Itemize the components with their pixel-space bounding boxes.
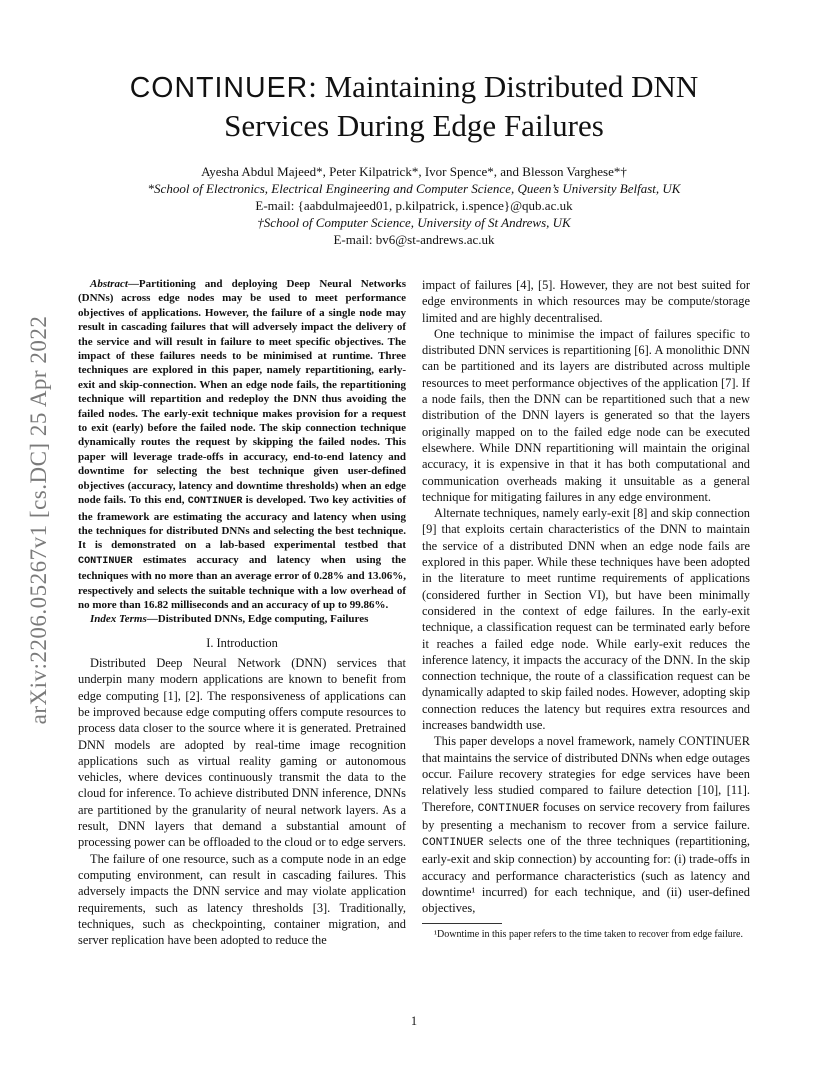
intro-paragraph-5: Alternate techniques, namely early-exit [8] and skip connection [9] that exploits certain characteristics of the DNN to maintain the service of a distributed DNN when an edge node fails are explored in this paper. While these techniques have been adopted in the literature to meet runtime requirements of applications (considered further in Section VI), but have been minimally considered in the context of edge failures. In the early-exit technique, a classification request can be terminated early before it reaches a failed edge node. While early-exit reduces the inference latency, it impacts the accuracy of the DNN. In the skip connection technique, the route of a classification request can be dynamically adapted to skip failed nodes. However, adopting skip connection reduces the latency but requires extra resources and increases bandwidth use. bbox=[422, 506, 750, 733]
title-line2: Services During Edge Failures bbox=[224, 108, 604, 143]
footnote-rule bbox=[422, 923, 502, 924]
arxiv-identifier: arXiv:2206.05267v1 [cs.DC] 25 Apr 2022 bbox=[26, 315, 51, 725]
index-terms: Index Terms—Distributed DNNs, Edge computing, Failures bbox=[90, 613, 369, 626]
arxiv-sidebar bbox=[26, 280, 52, 760]
paper-title bbox=[80, 68, 748, 145]
intro-paragraph-1: Distributed Deep Neural Network (DNN) services that underpin many modern applications are known to benefit from edge computing [1], [2]. The responsiveness of applications can be improved because edge computing offers compute resources to process data closer to the source where it is generated. Pretrained DNN models are adopted by real-time image recognition applications such as virtual reality gaming or autonomous vehicles, where devices continuously transmit the data to the cloud for inference. To achieve distributed DNN inference, DNNs are partitioned by the granularity of neural network layers. As a result, DNN layers that demand a substantial amount of processing power can be offloaded to the cloud or to edge servers. bbox=[78, 656, 407, 850]
affiliation-1: *School of Electronics, Electrical Engineering and Computer Science, Queen’s University Belfast, UK bbox=[147, 181, 681, 196]
email-2: E-mail: bv6@st-andrews.ac.uk bbox=[333, 232, 495, 247]
intro-paragraph-3: impact of failures [4], [5]. However, they are not best suited for edge environments in which resources may be compute/storage limited and are highly decentralised. bbox=[422, 278, 750, 325]
title-line1: : Maintaining Distributed DNN bbox=[308, 69, 699, 104]
intro-paragraph-2: The failure of one resource, such as a compute node in an edge computing environment, can result in cascading failures. This adversely impacts the DNN service and may violate application requirements, such as latency thresholds [3]. Traditionally, techniques, such as checkpointing, container migration, and server replication have been adopted to reduce the bbox=[78, 851, 406, 948]
abstract: Abstract—Partitioning and deploying Deep Neural Networks (DNNs) across edge nodes may be used to meet performance objectives of applications. However, the failure of a single node may result in cascading failures that will adversely impact the delivery of the service and will result in failure to meet specific objectives. The impact of these failures needs to be minimised at runtime. Three techniques are explored in this paper, namely repartitioning, early-exit and skip-connection. When an edge node fails, the repartitioning technique will repartition and redeploy the DNN thus avoiding the failed nodes. The early-exit technique makes provision for a request to exit (early) before the failed node. The skip connection technique dynamically routes the request by skipping the failed nodes. This paper will leverage trade-offs in accuracy, end-to-end latency and downtime for selecting the best technique given user-defined objectives (accuracy, latency and downtime thresholds) when an edge node fails. To this end, CONTINUER is developed. Two key activities of the framework are estimating the accuracy and latency when using the techniques for distributed DNNs and selecting the best technique. It is demonstrated on a lab-based experimental testbed that CONTINUER estimates accuracy and latency when using the techniques with no more than an average error of 0.28% and 13.06%, respectively and selects the suitable technique with a low overhead of no more than 16.82 milliseconds and an accuracy of up to 99.86%. bbox=[78, 278, 406, 611]
left-column bbox=[78, 277, 406, 948]
section-heading: I. Introduction bbox=[206, 635, 278, 650]
footnote: ¹Downtime in this paper refers to the time taken to recover from edge failure. bbox=[434, 928, 743, 940]
author-names: Ayesha Abdul Majeed*, Peter Kilpatrick*, Ivor Spence*, and Blesson Varghese*† bbox=[201, 164, 627, 179]
page-number: 1 bbox=[410, 1014, 418, 1028]
email-1: E-mail: {aabdulmajeed01, p.kilpatrick, i.spence}@qub.ac.uk bbox=[255, 198, 573, 213]
title-system-name: CONTINUER bbox=[129, 72, 309, 104]
affiliation-2: †School of Computer Science, University of St Andrews, UK bbox=[257, 215, 571, 230]
intro-paragraph-4: One technique to minimise the impact of failures specific to distributed DNN services is repartitioning [6]. A monolithic DNN can be partitioned and its layers are distributed across multiple resources to meet performance objectives of the application [7]. If a node fails, then the DNN can be repartitioned such that a new distribution of the DNN layers is generated so that the layers originally mapped on to the failed edge node can be executed elsewhere. While DNN repartitioning will maintain the original accuracy, it is expensive in that it has both computational and communication overheads making it unsuitable as a general technique for mitigating failures in any edge environment. bbox=[422, 326, 750, 504]
author-block bbox=[80, 163, 748, 248]
intro-paragraph-6: This paper develops a novel framework, namely CONTINUER that maintains the service of distributed DNNs when edge outages occur. Failure recovery strategies for edge services have been relatively less studied compared to failure detection [10], [11]. Therefore, CONTINUER focuses on service recovery from failures by presenting a mechanism to recover from a service failure. CONTINUER selects one of the three techniques (repartitioning, early-exit and skip connection) by accounting for: (i) trade-offs in accuracy and performance characteristics (such as latency and downtime¹ incurred) for each technique, and (ii) user-defined objectives, bbox=[422, 734, 750, 916]
right-column bbox=[422, 277, 750, 941]
